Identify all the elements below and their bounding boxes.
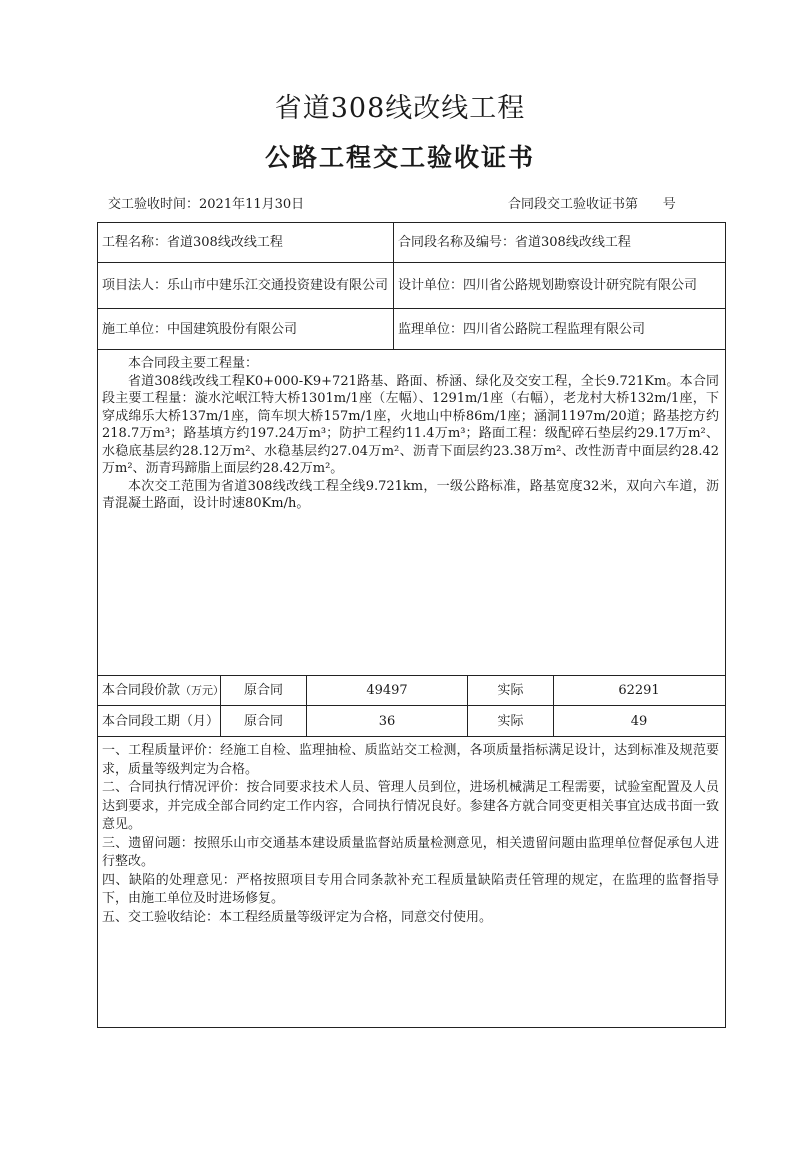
- main-works-section: [98, 350, 725, 676]
- price-label: 本合同段价款: [102, 683, 181, 698]
- period-actual-value: 49: [630, 713, 648, 729]
- document-title: 省道308线改线工程: [274, 93, 526, 124]
- evaluation-quality: 一、工程质量评价：经施工自检、监理抽检、质监站交工检测，各项质量指标满足设计，达到标准及规范要求，质量等级判定为合格。: [102, 743, 719, 777]
- project-name-cell: 工程名称：省道308线改线工程: [98, 223, 394, 262]
- document-subtitle: 公路工程交工验收证书: [264, 143, 535, 172]
- price-label-cell: [98, 676, 225, 705]
- certificate-number: 合同段交工验收证书第 号: [508, 197, 676, 212]
- main-works-text: [98, 350, 725, 513]
- price-original-label: 原合同: [221, 676, 307, 705]
- contract-name-cell: 合同段名称及编号：省道308线改线工程: [398, 235, 631, 250]
- evaluation-contract: 二、合同执行情况评价：按合同要求技术人员、管理人员到位，进场机械满足工程需要，试验室配置及人员达到要求，并完成全部合同约定工作内容，合同执行情况良好。参建各方就合同变更相关事宜达成书面一致意见。: [102, 780, 719, 832]
- price-actual-label: 实际: [468, 676, 554, 705]
- period-original-value: 36: [307, 706, 468, 736]
- price-actual-value: 62291: [618, 683, 660, 698]
- design-unit-cell: 设计单位：四川省公路规划勘察设计研究院有限公司: [398, 278, 698, 293]
- period-original-label: 原合同: [221, 706, 307, 736]
- info-row-legal: [98, 263, 725, 309]
- evaluation-conclusion: 五、交工验收结论：本工程经质量等级评定为合格，同意交付使用。: [102, 909, 493, 925]
- acceptance-date: 交工验收时间：2021年11月30日: [108, 197, 305, 212]
- certificate-table: [97, 222, 726, 1028]
- main-works-paragraph-1: 省道308线改线工程K0+000-K9+721路基、路面、桥涵、绿化及交安工程，全长9.721Km。本合同段主要工程量：漩水沱岷江特大桥1301m/1座（左幅）、1291m/1座（右幅），老龙村大桥132m/1座，下穿成绵乐大桥137m/1座，筒车坝大桥157m/1座，火地山中桥86m/1座；涵洞1197m/20道；路基挖方约218.7万m³；路基填方约197.24万m³；防护工程约11.4万m³；路面工程：级配碎石垫层约29.17万m²、水稳底基层约28.12万m²、水稳基层约27.04万m²、沥青下面层约23.38万m²、改性沥青中面层约28.42万m²、沥青玛蹄脂上面层约28.42万m²。: [102, 373, 719, 476]
- construction-unit-cell: 施工单位：中国建筑股份有限公司: [98, 309, 394, 349]
- legal-person-cell: 项目法人：乐山市中建乐江交通投资建设有限公司: [98, 263, 394, 308]
- main-works-heading: 本合同段主要工程量：: [128, 356, 259, 371]
- info-row-project: [98, 223, 725, 263]
- price-original-value: 49497: [307, 676, 468, 705]
- price-unit: （万元）: [180, 684, 225, 697]
- main-works-paragraph-2: 本次交工范围为省道308线改线工程全线9.721km，一级公路标准，路基宽度32米，双向六车道，沥青混凝土路面，设计时速80Km/h。: [102, 478, 719, 511]
- evaluation-remaining-issues: 三、遗留问题：按照乐山市交通基本建设质量监督站质量检测意见，相关遗留问题由监理单位督促承包人进行整改。: [102, 835, 719, 869]
- period-row: [98, 706, 725, 737]
- info-row-construction: [98, 309, 725, 350]
- supervision-unit-cell: 监理单位：四川省公路院工程监理有限公司: [398, 321, 646, 337]
- period-actual-label: 实际: [468, 706, 554, 736]
- period-label: 本合同段工期（月）: [98, 706, 221, 736]
- evaluation-defect-handling: 四、缺陷的处理意见：严格按照项目专用合同条款补充工程质量缺陷责任管理的规定，在监理的监督指导下，由施工单位及时进场修复。: [102, 872, 719, 906]
- price-row: [98, 676, 725, 706]
- evaluation-section: [98, 737, 725, 927]
